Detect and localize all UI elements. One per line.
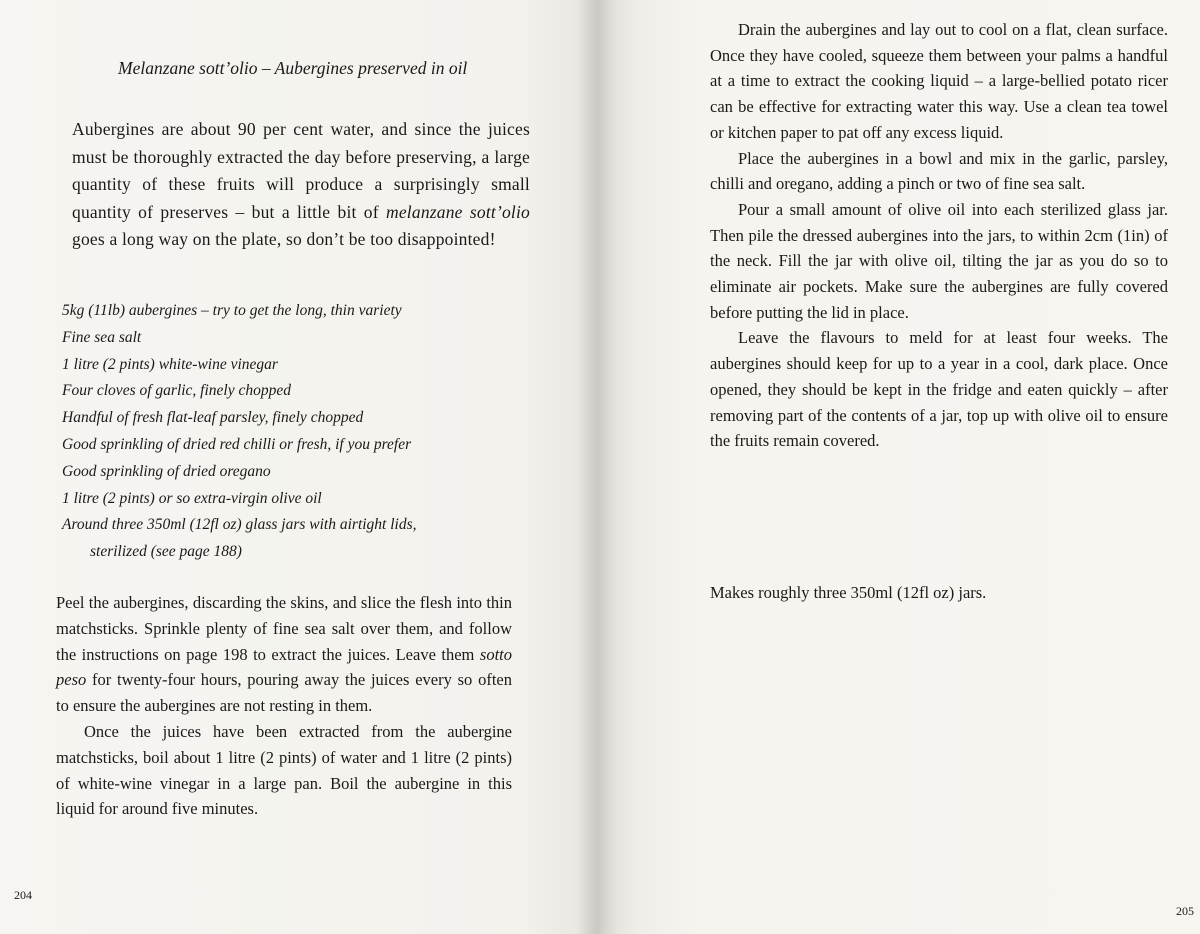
method-paragraph: Pour a small amount of olive oil into each sterilized glass jar. Then pile the dressed aubergines into the jars, to within 2cm (1in) of the neck. Fill the jar with olive oil, tilting the jar as you do so to eliminate air pockets. Make sure the aubergines are fully covered before putting the lid in place. bbox=[710, 199, 1168, 322]
ingredient-item: 1 litre (2 pints) white-wine vinegar bbox=[62, 355, 278, 373]
ingredient-item: Handful of fresh flat-leaf parsley, finely chopped bbox=[62, 409, 364, 427]
ingredient-item: Around three 350ml (12fl oz) glass jars with airtight lids, bbox=[62, 516, 417, 534]
method-continued bbox=[710, 17, 1168, 454]
method-paragraph bbox=[56, 590, 512, 719]
method-text: Peel the aubergines, discarding the skins, and slice the flesh into thin matchsticks. Sprinkle plenty of fine sea salt over them, and follow the instructions on page 198 to extract the juices. Leave them bbox=[56, 593, 512, 664]
page-number: 204 bbox=[14, 888, 32, 902]
ingredient-item: Good sprinkling of dried red chilli or fresh, if you prefer bbox=[62, 435, 412, 453]
yield-note: Makes roughly three 350ml (12fl oz) jars. bbox=[710, 583, 987, 602]
method-italic-text: sotto peso bbox=[56, 644, 512, 690]
intro-italic-text: melanzane sott’olio bbox=[386, 201, 530, 222]
ingredient-item: 1 litre (2 pints) or so extra-virgin olive oil bbox=[62, 489, 322, 507]
page-number: 205 bbox=[1176, 904, 1194, 918]
recipe-title: Melanzane sott’olio – Aubergines preserved in oil bbox=[118, 58, 468, 78]
method-paragraph bbox=[56, 719, 512, 822]
intro-text: goes a long way on the plate, so don’t be too disappointed! bbox=[72, 229, 496, 249]
left-page bbox=[0, 0, 598, 934]
method-paragraph: Place the aubergines in a bowl and mix in the garlic, parsley, chilli and oregano, adding a pinch or two of fine sea salt. bbox=[710, 148, 1168, 194]
method-paragraph: Leave the flavours to meld for at least four weeks. The aubergines should keep for up to a year in a cool, dark place. Once opened, they should be kept in the fridge and eaten quickly – after removing part of the contents of a jar, top up with olive oil to ensure the fruits remain covered. bbox=[710, 328, 1168, 451]
ingredient-list bbox=[62, 298, 482, 566]
ingredient-item: 5kg (11lb) aubergines – try to get the long, thin variety bbox=[62, 302, 402, 319]
method-text: Once the juices have been extracted from the aubergine matchsticks, boil about 1 litre (2 pints) of water and 1 litre (2 pints) of white-wine vinegar in a large pan. Boil the aubergine in this liquid for around five minutes. bbox=[56, 721, 512, 819]
ingredient-item: Four cloves of garlic, finely chopped bbox=[62, 382, 291, 400]
method-section bbox=[56, 590, 512, 822]
ingredient-item: Fine sea salt bbox=[62, 328, 142, 346]
method-text: for twenty-four hours, pouring away the juices every so often to ensure the aubergines are not resting in them. bbox=[56, 670, 512, 716]
intro-paragraph bbox=[72, 116, 530, 254]
intro-text: Aubergines are about 90 per cent water, and since the juices must be thoroughly extracted the day before preserving, a large quantity of these fruits will produce a surprisingly small quantity of preserves – but a little bit of bbox=[72, 119, 530, 222]
method-paragraph: Drain the aubergines and lay out to cool on a flat, clean surface. Once they have cooled, squeeze them between your palms a handful at a time to extract the cooking liquid – a large-bellied potato ricer can be effective for extracting water this way. Use a clean tea towel or kitchen paper to pat off any excess liquid. bbox=[710, 20, 1168, 142]
right-page bbox=[598, 0, 1200, 934]
ingredient-item-continuation: sterilized (see page 188) bbox=[90, 543, 242, 561]
ingredient-item: Good sprinkling of dried oregano bbox=[62, 462, 271, 480]
